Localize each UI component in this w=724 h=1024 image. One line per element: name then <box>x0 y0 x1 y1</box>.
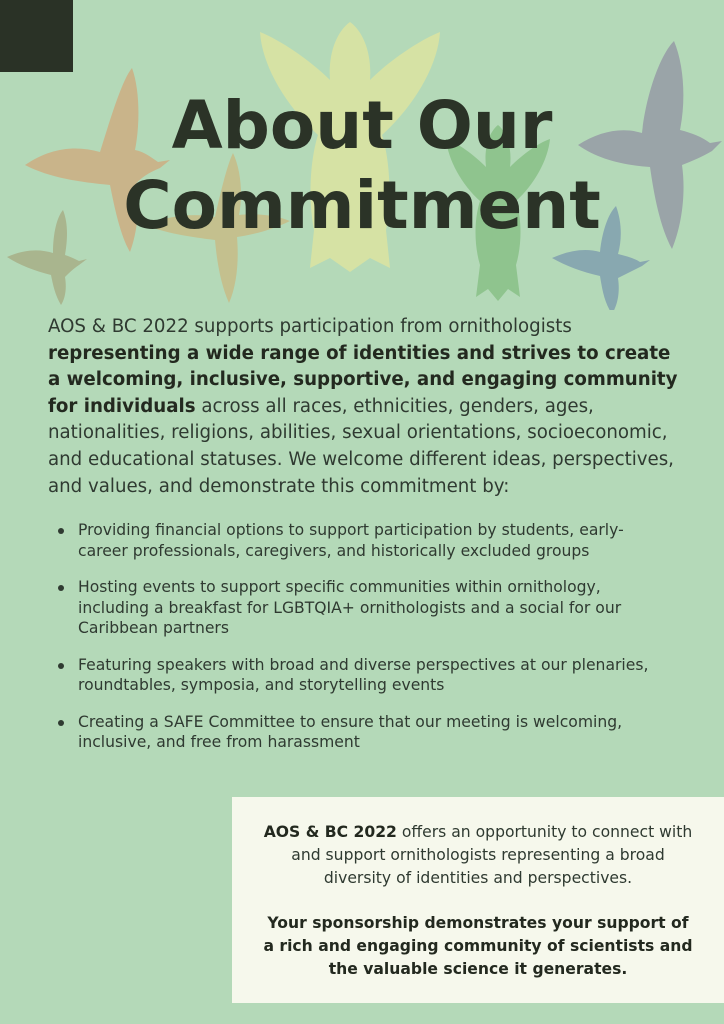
callout-org-name: AOS & BC 2022 <box>263 823 397 841</box>
intro-paragraph <box>48 314 688 500</box>
intro-text-bold: representing a wide range of identities and strives to create a welcoming, inclusive, supportive, and engaging community for individuals <box>48 342 678 417</box>
intro-text-part2: across all races, ethnicities, genders, ages, nationalities, religions, abilities, sexual orientations, socioeconomic, and educational statuses. We welcome different ideas, perspectives, and values, and demonstrate this commitment by: <box>48 395 674 497</box>
page-title <box>0 86 724 246</box>
callout-paragraph-1 <box>262 821 694 890</box>
list-item: Hosting events to support specific communities within ornithology, including a breakfast for LGBTQIA+ ornithologists and a social for our Caribbean partners <box>52 577 672 639</box>
list-item: Providing financial options to support participation by students, early-career professionals, caregivers, and historically excluded groups <box>52 520 672 561</box>
title-line-1: About Our <box>171 87 553 164</box>
callout-text: offers an opportunity to connect with and support ornithologists representing a broad diversity of identities and perspectives. <box>291 823 693 887</box>
sponsorship-callout <box>232 797 724 1003</box>
commitment-list <box>52 520 672 769</box>
callout-paragraph-2 <box>262 912 694 981</box>
list-item: Creating a SAFE Committee to ensure that our meeting is welcoming, inclusive, and free from harassment <box>52 712 672 753</box>
intro-text-part1: AOS & BC 2022 supports participation from ornithologists <box>48 316 572 337</box>
list-item: Featuring speakers with broad and diverse perspectives at our plenaries, roundtables, symposia, and storytelling events <box>52 655 672 696</box>
title-line-2: Commitment <box>123 167 601 244</box>
callout-sponsorship-text: Your sponsorship demonstrates your support of a rich and engaging community of scientists and the valuable science it generates. <box>263 914 693 978</box>
